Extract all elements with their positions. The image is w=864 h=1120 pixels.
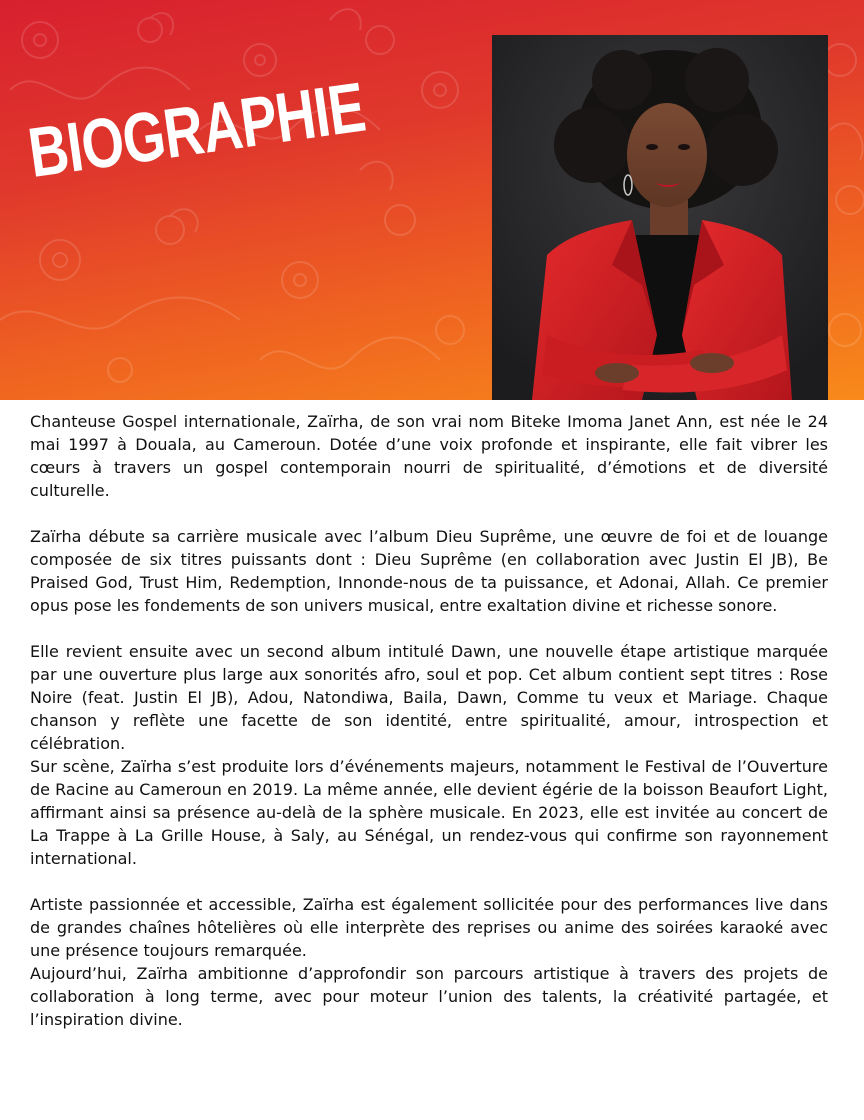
bio-paragraph-stage: Sur scène, Zaïrha s’est produite lors d’événements majeurs, notamment le Festival de l’Ouverture de Racine au Cameroun en 2019. La même année, elle devient égérie de la boisson Beaufort Light, affirmant ainsi sa présence au-delà de la sphère musicale. En 2023, elle est invitée au concert de La Trappe à La Grille House, à Saly, au Sénégal, un rendez-vous qui confirme son rayonnement international. xyxy=(30,757,828,868)
page-title: BIOGRAPHIE xyxy=(23,67,370,192)
bio-paragraph-first-album: Zaïrha débute sa carrière musicale avec l’album Dieu Suprême, une œuvre de foi et de louange composée de six titres puissants dont : Dieu Suprême (en collaboration avec Justin El JB), Be Praised God, Trust Him, Redemption, Innonde-nous de ta puissance, et Adonai, Allah. Ce premier opus pose les fondements de son univers musical, entre exaltation divine et richesse sonore. xyxy=(30,527,828,615)
artist-portrait xyxy=(492,35,828,400)
bio-paragraph-performances: Artiste passionnée et accessible, Zaïrha est également sollicitée pour des performances live dans de grandes chaînes hôtelières où elle interprète des reprises ou anime des soirées karaoké avec une présence toujours remarquée. xyxy=(30,895,828,960)
header-banner xyxy=(0,0,864,400)
bio-paragraph-ambition: Aujourd’hui, Zaïrha ambitionne d’approfondir son parcours artistique à travers des projets de collaboration à long terme, avec pour moteur l’union des talents, la créativité partagée, et l’inspiration divine. xyxy=(30,964,828,1029)
biography-text xyxy=(30,410,828,1031)
bio-paragraph-intro: Chanteuse Gospel internationale, Zaïrha, de son vrai nom Biteke Imoma Janet Ann, est née le 24 mai 1997 à Douala, au Cameroun. Dotée d’une voix profonde et inspirante, elle fait vibrer les cœurs à travers un gospel contemporain nourri de spiritualité, d’émotions et de diversité culturelle. xyxy=(30,412,828,500)
bio-paragraph-second-album: Elle revient ensuite avec un second album intitulé Dawn, une nouvelle étape artistique marquée par une ouverture plus large aux sonorités afro, soul et pop. Cet album contient sept titres : Rose Noire (feat. Justin El JB), Adou, Natondiwa, Baila, Dawn, Comme tu veux et Mariage. Chaque chanson y reflète une facette de son identité, entre spiritualité, amour, introspection et célébration. xyxy=(30,642,828,753)
